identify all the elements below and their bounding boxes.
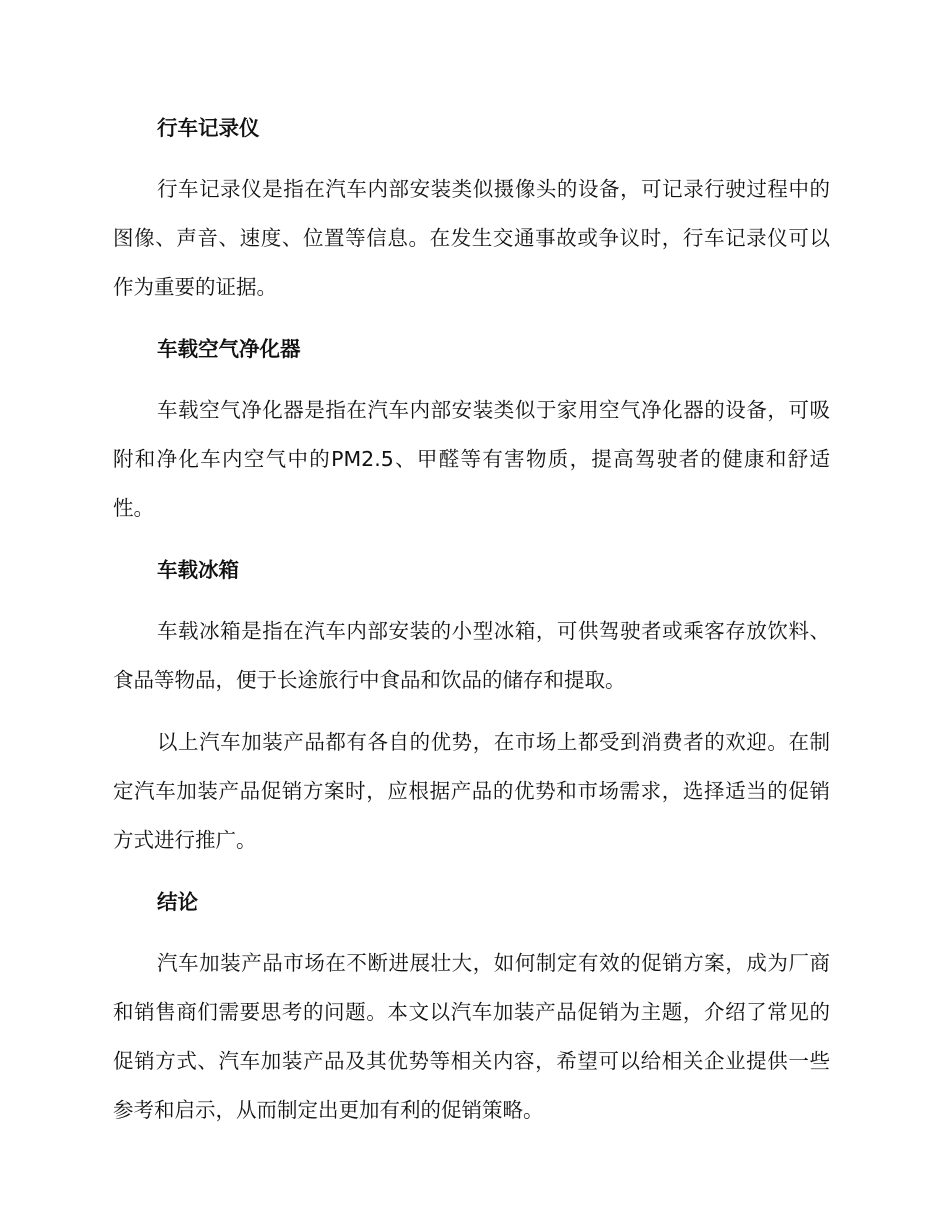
section-heading-conclusion: 结论: [157, 890, 198, 914]
paragraph-car-fridge: 车载冰箱是指在汽车内部安装的小型冰箱，可供驾驶者或乘客存放饮料、食品等物品，便于长途旅行中食品和饮品的储存和提取。: [113, 619, 830, 692]
paragraph-dashcam: 行车记录仪是指在汽车内部安装类似摄像头的设备，可记录行驶过程中的图像、声音、速度、位置等信息。在发生交通事故或争议时，行车记录仪可以作为重要的证据。: [113, 177, 830, 299]
section-heading-air-purifier: 车载空气净化器: [157, 337, 301, 361]
section-heading-car-fridge: 车载冰箱: [157, 558, 239, 582]
section-heading-dashcam: 行车记录仪: [157, 116, 260, 140]
paragraph-summary: 以上汽车加装产品都有各自的优势，在市场上都受到消费者的欢迎。在制定汽车加装产品促销方案时，应根据产品的优势和市场需求，选择适当的促销方式进行推广。: [113, 730, 830, 852]
paragraph-air-purifier: 车载空气净化器是指在汽车内部安装类似于家用空气净化器的设备，可吸附和净化车内空气中的PM2.5、甲醛等有害物质，提高驾驶者的健康和舒适性。: [113, 398, 830, 520]
paragraph-conclusion: 汽车加装产品市场在不断进展壮大，如何制定有效的促销方案，成为厂商和销售商们需要思考的问题。本文以汽车加装产品促销为主题，介绍了常见的促销方式、汽车加装产品及其优势等相关内容，希望可以给相关企业提供一些参考和启示，从而制定出更加有利的促销策略。: [113, 951, 830, 1122]
